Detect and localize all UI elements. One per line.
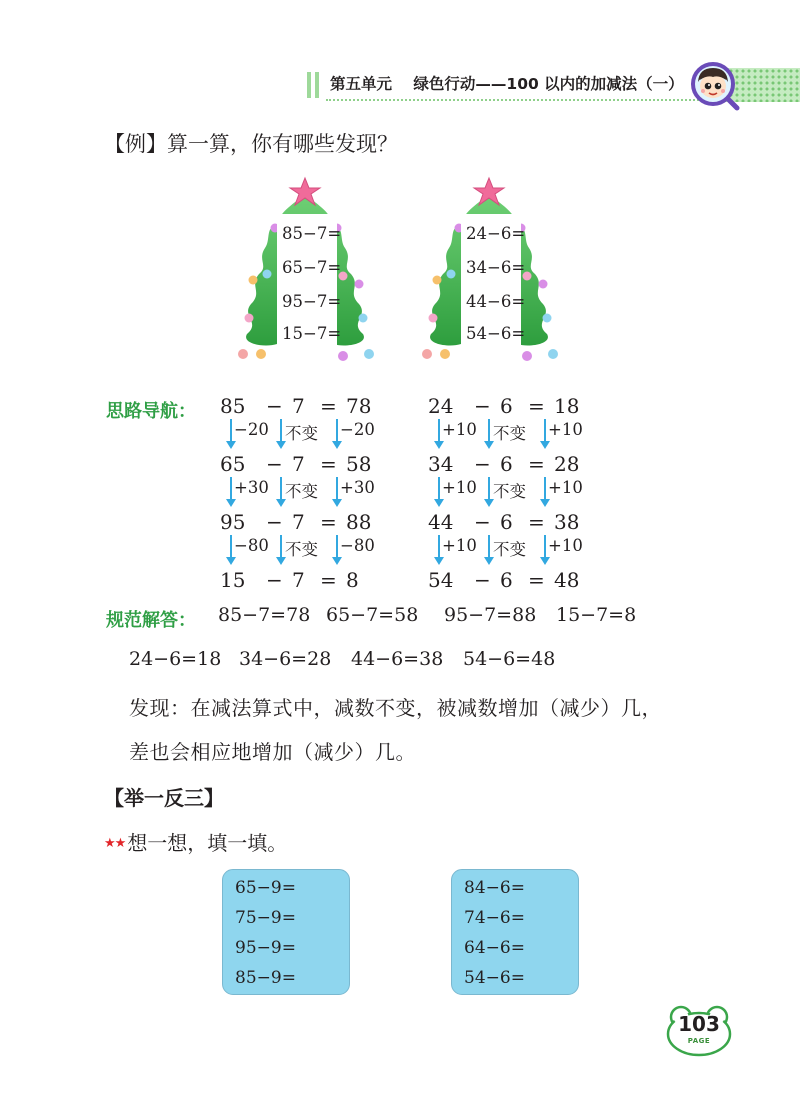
practice-equation: 84−6= [464,878,525,898]
derivation-r: 88 [346,510,372,534]
derivation-eq: = [528,510,545,534]
chapter-title: 绿色行动——100 以内的加减法（一） [413,75,684,93]
change-label: 不变 [285,540,318,559]
answer-label: 规范解答： [106,610,196,631]
derivation-eq: = [528,394,545,418]
tree-left [235,176,375,366]
practice-equation: 85−9= [235,968,296,988]
derivation-b: 7 [292,452,305,476]
down-arrow-icon [488,535,490,562]
guide-right-derivation [428,394,598,594]
practice-instruction-text: 想一想，填一填。 [127,831,288,855]
down-arrow-icon [336,477,338,504]
derivation-b: 6 [500,510,513,534]
answer-line-2 [129,648,589,674]
derivation-op: − [266,568,283,592]
derivation-r: 8 [346,568,359,592]
derivation-b: 7 [292,394,305,418]
derivation-r: 38 [554,510,580,534]
derivation-eq: = [320,394,337,418]
page-word: PAGE [687,1037,711,1045]
down-arrow-icon [544,419,546,446]
tree-equation: 34−6= [466,258,526,277]
finding-line-1: 发现：在减法算式中，减数不变，被减数增加（减少）几， [129,696,662,720]
change-label: −20 [234,420,269,439]
derivation-row [428,568,598,594]
down-arrow-icon [230,419,232,446]
answer-equation: 85−7=78 [218,604,311,626]
change-label: −80 [340,536,375,555]
derivation-row [220,394,390,420]
finding-line-2: 差也会相应地增加（减少）几。 [129,740,416,764]
change-label: 不变 [493,482,526,501]
derivation-op: − [474,394,491,418]
down-arrow-icon [336,535,338,562]
answer-equation: 15−7=8 [556,604,637,626]
derivation-op: − [474,452,491,476]
answer-equation: 24−6=18 [129,648,222,670]
derivation-a: 24 [428,394,454,418]
answer-equation: 54−6=48 [463,648,556,670]
change-label: +10 [548,536,583,555]
example-heading: 【例】算一算，你有哪些发现？ [104,132,398,156]
derivation-eq: = [320,452,337,476]
change-label: +30 [234,478,269,497]
derivation-a: 15 [220,568,246,592]
guide-left-derivation [220,394,390,594]
derivation-b: 7 [292,568,305,592]
derivation-row [220,568,390,594]
derivation-b: 6 [500,452,513,476]
down-arrow-icon [280,535,282,562]
answer-line-1 [218,604,658,630]
practice-box-left [222,869,350,995]
down-arrow-icon [438,419,440,446]
practice-instruction [104,827,287,856]
chapter-unit: 第五单元 [330,75,393,93]
derivation-r: 18 [554,394,580,418]
derivation-op: − [266,510,283,534]
answer-equation: 34−6=28 [239,648,332,670]
derivation-op: − [474,510,491,534]
derivation-eq: = [528,452,545,476]
practice-equation: 95−9= [235,938,296,958]
practice-equation: 74−6= [464,908,525,928]
practice-box-right [451,869,579,995]
down-arrow-icon [438,477,440,504]
header-dotted-rule [326,99,706,101]
answer-equation: 44−6=38 [351,648,444,670]
down-arrow-icon [230,535,232,562]
derivation-row [220,452,390,478]
change-label: 不变 [285,482,318,501]
change-label: 不变 [493,424,526,443]
chapter-header [330,72,684,94]
practice-equation: 75−9= [235,908,296,928]
derivation-row [428,510,598,536]
difficulty-stars-icon: ★★ [104,836,126,851]
derivation-r: 58 [346,452,372,476]
tree-right [419,176,559,366]
practice-equation: 64−6= [464,938,525,958]
tree-equation: 54−6= [466,324,526,343]
change-label: +10 [442,536,477,555]
derivation-eq: = [320,568,337,592]
header-bars [307,72,321,98]
tree-equation: 65−7= [282,258,342,277]
tree-equation: 24−6= [466,224,526,243]
answer-equation: 95−7=88 [444,604,537,626]
derivation-b: 6 [500,394,513,418]
guide-label: 思路导航： [106,401,196,422]
change-label: +10 [442,478,477,497]
derivation-row [220,510,390,536]
derivation-op: − [474,568,491,592]
derivation-a: 85 [220,394,246,418]
derivation-row [428,452,598,478]
change-label: +10 [548,420,583,439]
down-arrow-icon [230,477,232,504]
practice-heading: 【举一反三】 [104,786,224,810]
tree-equation: 15−7= [282,324,342,343]
derivation-b: 7 [292,510,305,534]
derivation-a: 65 [220,452,246,476]
derivation-a: 95 [220,510,246,534]
derivation-r: 48 [554,568,580,592]
tree-equation: 44−6= [466,292,526,311]
answer-equation: 65−7=58 [326,604,419,626]
down-arrow-icon [336,419,338,446]
derivation-op: − [266,452,283,476]
derivation-eq: = [528,568,545,592]
derivation-r: 28 [554,452,580,476]
down-arrow-icon [280,419,282,446]
down-arrow-icon [488,419,490,446]
derivation-r: 78 [346,394,372,418]
derivation-op: − [266,394,283,418]
down-arrow-icon [544,535,546,562]
tree-equation: 85−7= [282,224,342,243]
practice-equation: 54−6= [464,968,525,988]
derivation-a: 54 [428,568,454,592]
derivation-eq: = [320,510,337,534]
derivation-b: 6 [500,568,513,592]
derivation-a: 44 [428,510,454,534]
down-arrow-icon [544,477,546,504]
practice-equation: 65−9= [235,878,296,898]
tree-equation: 95−7= [282,292,342,311]
down-arrow-icon [438,535,440,562]
change-label: 不变 [493,540,526,559]
down-arrow-icon [488,477,490,504]
derivation-row [428,394,598,420]
change-label: +10 [548,478,583,497]
change-label: +10 [442,420,477,439]
derivation-a: 34 [428,452,454,476]
down-arrow-icon [280,477,282,504]
change-label: 不变 [285,424,318,443]
page-number: 103 [678,1012,720,1036]
change-label: +30 [340,478,375,497]
change-label: −80 [234,536,269,555]
mascot-magnifier-icon [689,60,741,112]
change-label: −20 [340,420,375,439]
